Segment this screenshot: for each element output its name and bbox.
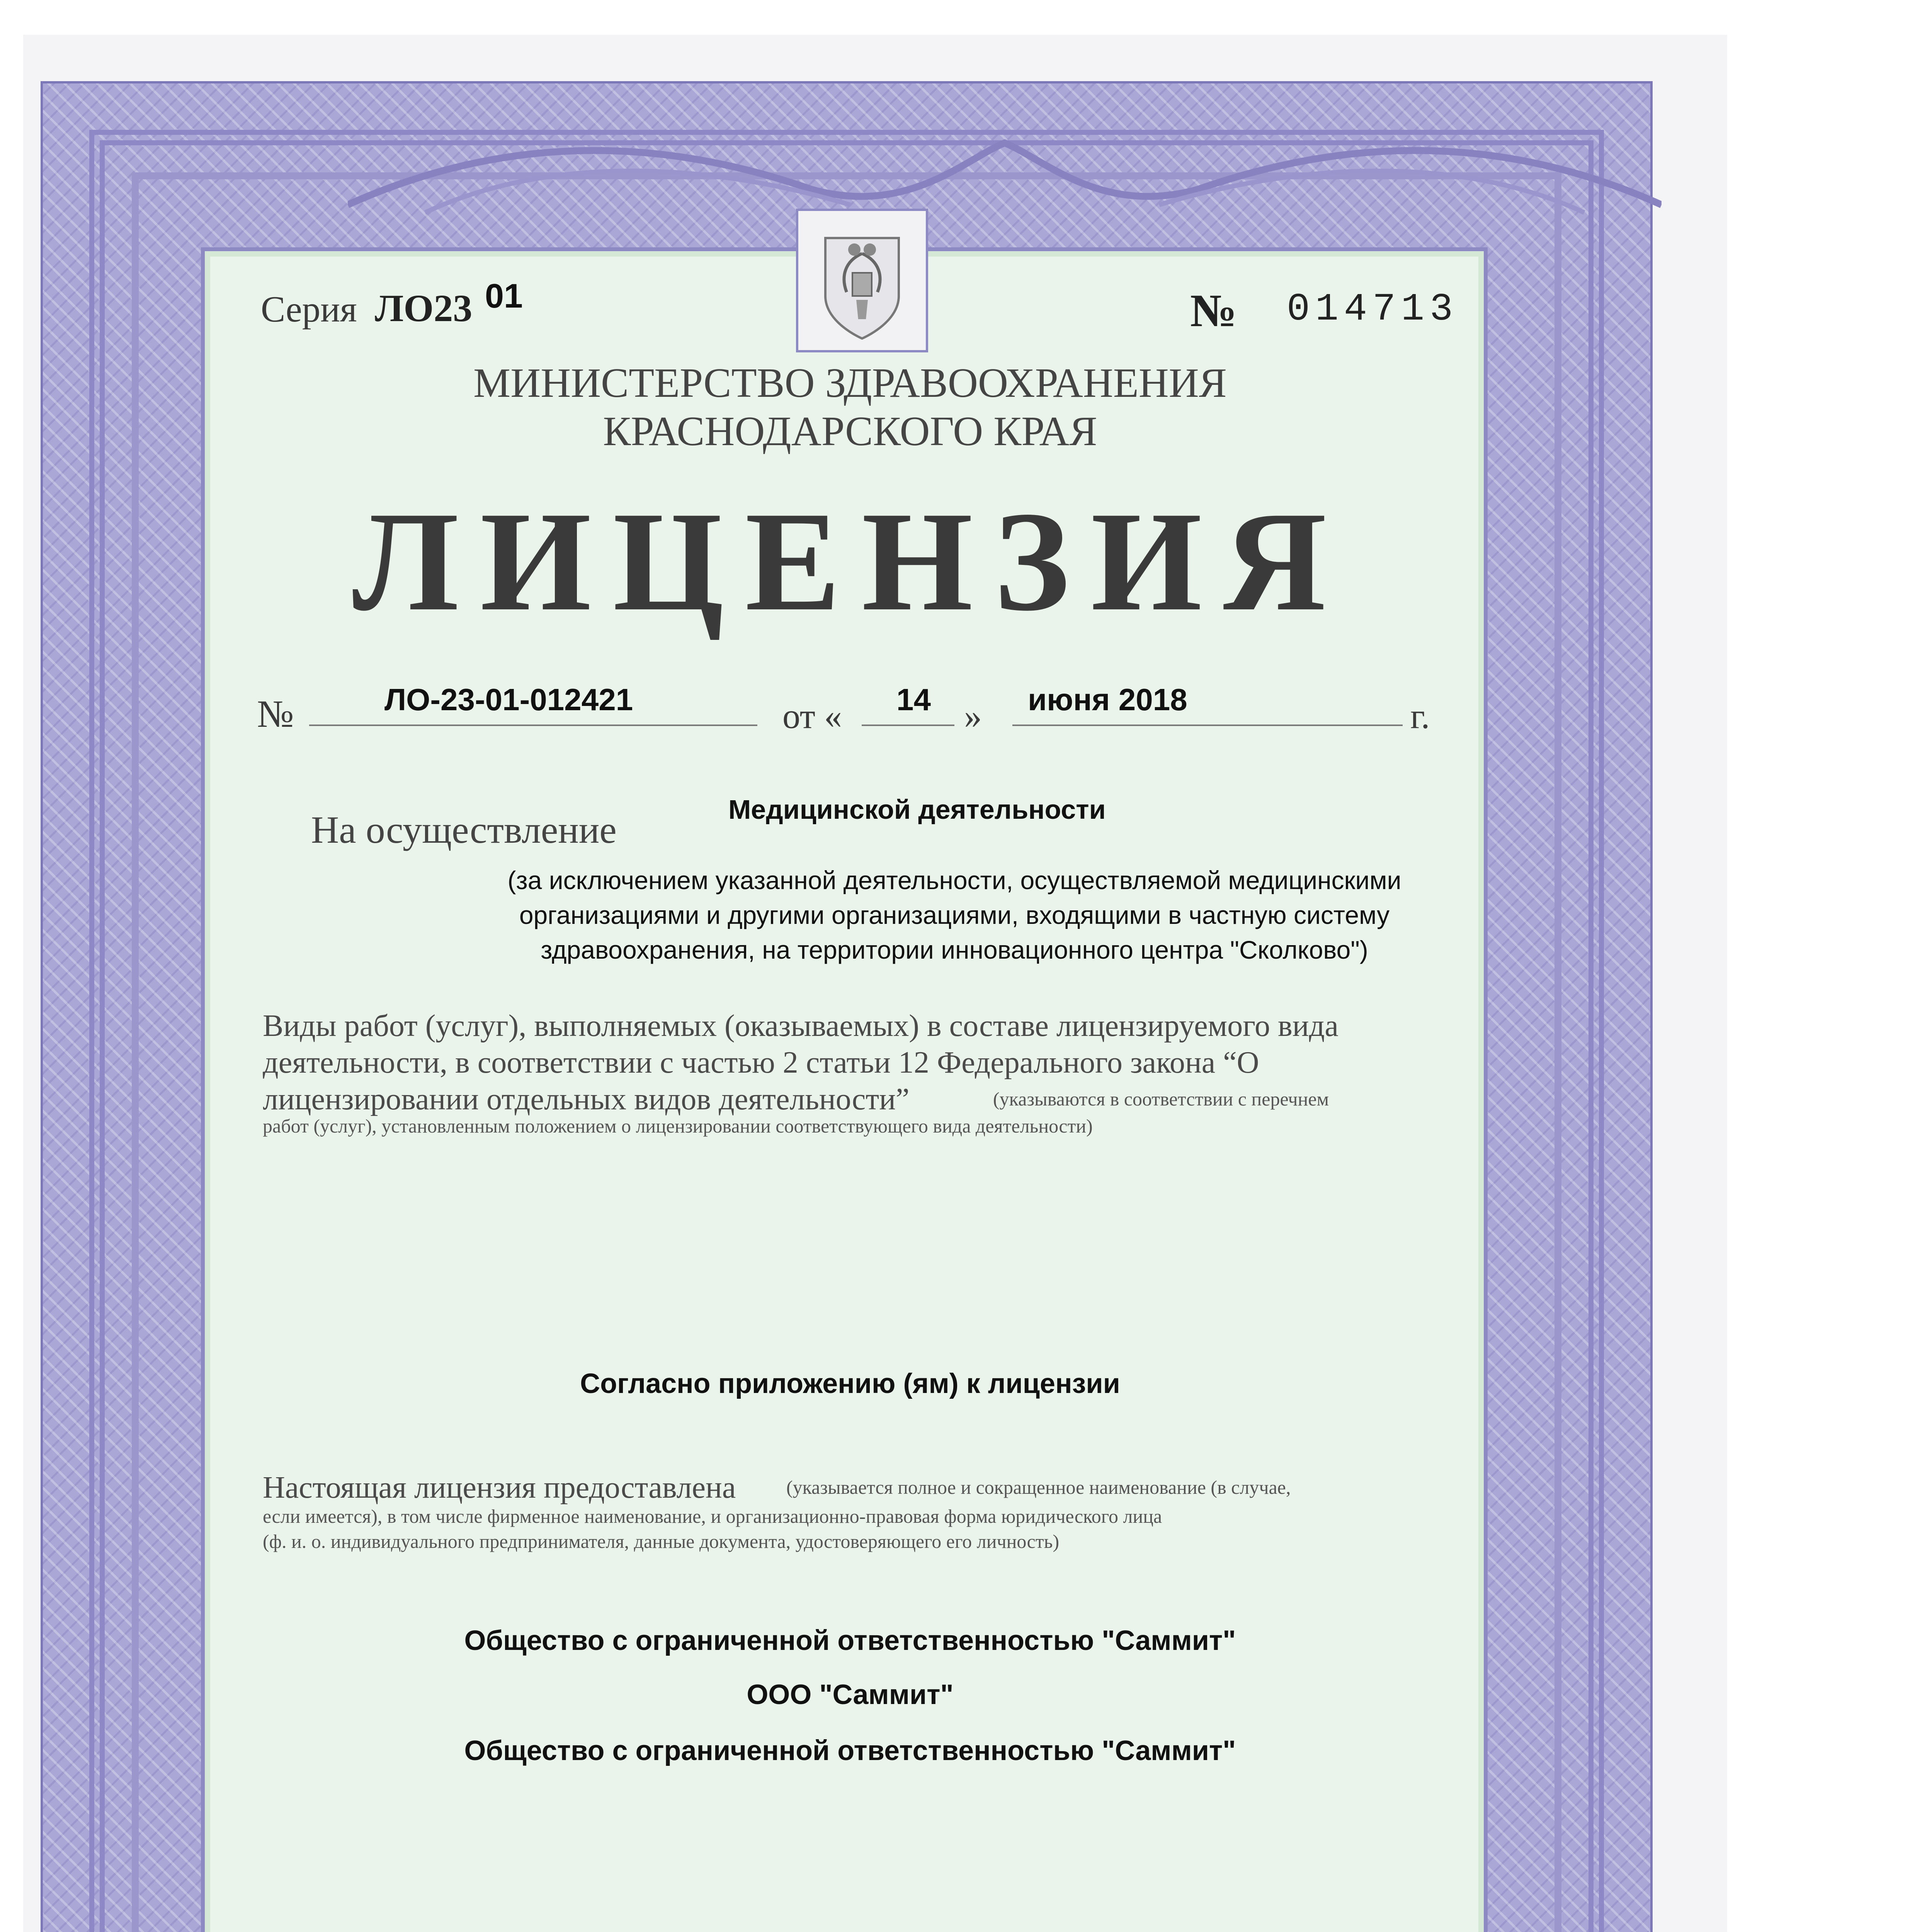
license-number-symbol: № [257, 692, 294, 735]
grantee-brand-name: Общество с ограниченной ответственностью "Саммит" [464, 1735, 1236, 1766]
date-month-year: июня 2018 [1028, 682, 1187, 717]
activity-note-line-1: (за исключением указанной деятельности, осуществляемой медицинскими [507, 866, 1401, 895]
issuer-line-2: КРАСНОДАРСКОГО КРАЯ [603, 408, 1097, 454]
activity-note-line-3: здравоохранения, на территории инновационного центра "Сколково") [541, 935, 1368, 964]
form-number: 014713 [1287, 288, 1459, 332]
series-value: ЛО23 [375, 287, 473, 330]
works-small-line: работ (услуг), установленным положением о лицензировании соответствующего вида деятельности) [263, 1115, 1093, 1137]
activity-name: Медицинской деятельности [728, 794, 1106, 825]
top-ornament-icon [348, 128, 1662, 220]
grantee-label: Настоящая лицензия предоставлена [263, 1471, 736, 1505]
date-year-suffix: г. [1410, 696, 1430, 736]
grantee-small-line-1: если имеется), в том числе фирменное наименование, и организационно-правовая форма юридического лица [263, 1505, 1162, 1527]
document-title: ЛИЦЕНЗИЯ [352, 482, 1348, 641]
date-from-label: от « [782, 696, 842, 736]
date-day-rule [862, 724, 954, 726]
license-number: ЛО-23-01-012421 [384, 682, 633, 717]
date-day-close: » [964, 696, 982, 736]
grantee-small-line-2: (ф. и. о. индивидуального предпринимателя, данные документа, удостоверяющего его личность) [263, 1531, 1060, 1552]
works-line-3: лицензировании отдельных видов деятельности” [263, 1082, 910, 1116]
series-label: Серия [261, 289, 357, 330]
form-number-symbol: № [1190, 285, 1237, 336]
works-value: Согласно приложению (ям) к лицензии [580, 1368, 1120, 1399]
issuer-line-1: МИНИСТЕРСТВО ЗДРАВООХРАНЕНИЯ [473, 360, 1227, 406]
works-line-2: деятельности, в соответствии с частью 2 статьи 12 Федерального закона “О [263, 1046, 1259, 1080]
grantee-small-tail: (указывается полное и сокращенное наименование (в случае, [786, 1476, 1291, 1498]
activity-label: На осуществление [311, 808, 617, 851]
date-day: 14 [896, 682, 931, 717]
grantee-full-name: Общество с ограниченной ответственностью "Саммит" [464, 1625, 1236, 1656]
license-number-rule [309, 724, 757, 726]
series-suffix: 01 [485, 277, 523, 315]
activity-note-line-2: организациями и другими организациями, входящими в частную систему [519, 901, 1390, 929]
works-small-tail: (указываются в соответствии с перечнем [993, 1088, 1329, 1110]
coat-of-arms-icon [798, 211, 926, 350]
date-month-rule [1012, 724, 1403, 726]
works-line-1: Виды работ (услуг), выполняемых (оказываемых) в составе лицензируемого вида [263, 1009, 1338, 1043]
grantee-short-name: ООО "Саммит" [747, 1679, 954, 1710]
coat-of-arms-panel [796, 209, 928, 352]
